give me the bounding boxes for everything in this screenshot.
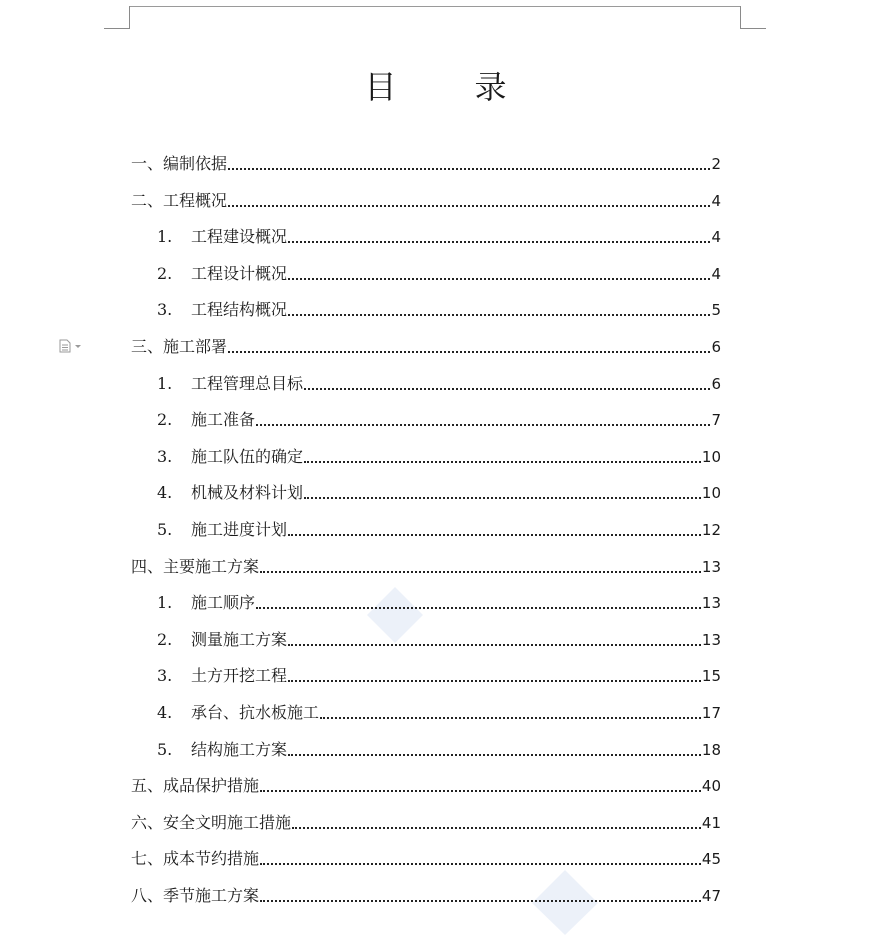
toc-page-number: 40 xyxy=(701,777,721,796)
toc-page-number: 12 xyxy=(701,521,721,539)
toc-leader-dots xyxy=(288,278,710,280)
toc-entry-number: 4. xyxy=(157,703,173,722)
toc-entry-number: 4. xyxy=(157,483,173,503)
toc-page-number: 4 xyxy=(711,228,721,247)
toc-entry-label: 机械及材料计划 xyxy=(191,483,304,503)
toc-entry[interactable] xyxy=(131,187,721,211)
toc-entry[interactable] xyxy=(131,370,721,394)
toc-entry-number: 四、 xyxy=(131,556,164,576)
toc-leader-dots xyxy=(288,534,701,536)
toc-entry-label: 施工进度计划 xyxy=(191,520,288,539)
toc-entry-number: 3. xyxy=(157,666,173,686)
toc-entry[interactable] xyxy=(131,406,721,430)
toc-entry[interactable] xyxy=(131,260,721,284)
toc-entry-number: 七、 xyxy=(131,849,164,869)
toc-entry[interactable] xyxy=(131,772,721,796)
toc-page-number: 7 xyxy=(711,411,721,430)
toc-entry-label: 结构施工方案 xyxy=(191,739,288,759)
toc-entry-label: 工程设计概况 xyxy=(191,263,288,283)
toc-page-number: 47 xyxy=(701,887,721,905)
title-char: 目 xyxy=(364,68,397,106)
toc-entry-number: 八、 xyxy=(131,886,164,905)
toc-entry-label: 测量施工方案 xyxy=(191,629,288,649)
toc-entry-number: 3. xyxy=(157,300,173,320)
toc-page-number: 2 xyxy=(711,155,721,173)
toc-entry-label: 工程建设概况 xyxy=(191,227,288,247)
toc-leader-dots xyxy=(288,241,710,243)
toc-entry-label: 施工队伍的确定 xyxy=(191,446,304,466)
toc-leader-dots xyxy=(304,461,701,463)
toc-entry[interactable] xyxy=(131,333,721,357)
toc-entry-label: 施工部署 xyxy=(163,337,228,356)
toc-entry-number: 六、 xyxy=(131,812,164,832)
toc-leader-dots xyxy=(288,680,701,682)
toc-entry-label: 工程管理总目标 xyxy=(191,373,304,393)
toc-leader-dots xyxy=(260,900,701,902)
toc-page-number: 17 xyxy=(701,704,721,722)
toc-entry[interactable] xyxy=(131,845,721,869)
toc-leader-dots xyxy=(320,717,701,719)
toc-entry[interactable] xyxy=(131,150,721,174)
toc-leader-dots xyxy=(292,827,701,829)
toc-entry[interactable] xyxy=(131,223,721,247)
toc-leader-dots xyxy=(288,314,710,316)
toc-entry-label: 成本节约措施 xyxy=(163,849,260,869)
toc-page-number: 10 xyxy=(701,484,721,503)
toc-leader-dots xyxy=(260,790,701,792)
title-char: 录 xyxy=(474,68,507,106)
toc-entry-label: 成品保护措施 xyxy=(163,776,260,796)
toc-entry-label: 安全文明施工措施 xyxy=(163,812,292,832)
toc-leader-dots xyxy=(288,754,701,756)
toc-entry[interactable] xyxy=(131,809,721,833)
toc-leader-dots xyxy=(228,205,710,207)
toc-page-number: 6 xyxy=(711,374,721,393)
toc-entry-number: 1. xyxy=(157,373,173,393)
toc-entry-label: 工程结构概况 xyxy=(191,300,288,320)
toc-entry[interactable] xyxy=(131,662,721,686)
toc-entry-number: 5. xyxy=(157,739,173,759)
toc-entry-number: 3. xyxy=(157,446,173,466)
toc-leader-dots xyxy=(256,424,710,426)
toc-page-number: 4 xyxy=(711,264,721,283)
toc-page-number: 15 xyxy=(701,667,721,686)
toc-page-number: 13 xyxy=(701,557,721,576)
toc-entry[interactable] xyxy=(131,553,721,577)
toc-entry[interactable] xyxy=(131,443,721,467)
toc-leader-dots xyxy=(256,607,701,609)
page-top-edge xyxy=(129,6,741,7)
toc-entry-number: 5. xyxy=(157,520,173,539)
toc-leader-dots xyxy=(228,351,710,353)
toc-page-number: 18 xyxy=(701,740,721,759)
toc-leader-dots xyxy=(304,388,710,390)
toc-entry-label: 工程概况 xyxy=(163,190,228,210)
toc-entry-label: 施工顺序 xyxy=(191,593,256,613)
toc-page-number: 13 xyxy=(701,630,721,649)
toc-entry[interactable] xyxy=(131,589,721,613)
toc-entry-label: 主要施工方案 xyxy=(163,556,260,576)
crop-mark-top-right xyxy=(740,6,741,28)
toc-entry-number: 1. xyxy=(157,593,173,613)
toc-entry[interactable] xyxy=(131,736,721,760)
toc-entry-label: 季节施工方案 xyxy=(163,886,260,905)
page-title xyxy=(0,62,871,108)
toc-entry-number: 1. xyxy=(157,227,173,247)
toc-leader-dots xyxy=(228,168,710,170)
document-icon[interactable] xyxy=(58,338,84,352)
toc-leader-dots xyxy=(288,644,701,646)
toc-entry-number: 2. xyxy=(157,629,173,649)
crop-mark-top-left xyxy=(104,28,130,29)
crop-mark-top-left xyxy=(129,6,130,28)
toc-entry-number: 五、 xyxy=(131,776,164,796)
toc-entry[interactable] xyxy=(131,699,721,723)
toc-page-number: 10 xyxy=(701,447,721,466)
toc-entry-label: 施工准备 xyxy=(191,410,256,430)
toc-entry[interactable] xyxy=(131,296,721,320)
toc-page-number: 45 xyxy=(701,850,721,869)
toc-leader-dots xyxy=(260,571,701,573)
toc-page-number: 41 xyxy=(701,813,721,832)
toc-entry-number: 三、 xyxy=(131,337,164,356)
toc-entry-number: 二、 xyxy=(131,190,164,210)
toc-entry-label: 编制依据 xyxy=(163,154,228,173)
toc-leader-dots xyxy=(304,497,701,499)
crop-mark-top-right xyxy=(740,28,766,29)
toc-entry-number: 2. xyxy=(157,410,173,430)
toc-entry[interactable] xyxy=(131,626,721,650)
toc-entry-label: 土方开挖工程 xyxy=(191,666,288,686)
toc-entry[interactable] xyxy=(131,882,721,906)
toc-entry-number: 2. xyxy=(157,263,173,283)
toc-leader-dots xyxy=(260,863,701,865)
toc-page-number: 5 xyxy=(711,301,721,320)
toc-entry-label: 承台、抗水板施工 xyxy=(191,703,320,722)
toc-page-number: 6 xyxy=(711,338,721,356)
toc-page-number: 13 xyxy=(701,594,721,613)
toc-entry-number: 一、 xyxy=(131,154,164,173)
toc-entry[interactable] xyxy=(131,479,721,503)
toc-page-number: 4 xyxy=(711,191,721,210)
toc-entry[interactable] xyxy=(131,516,721,540)
